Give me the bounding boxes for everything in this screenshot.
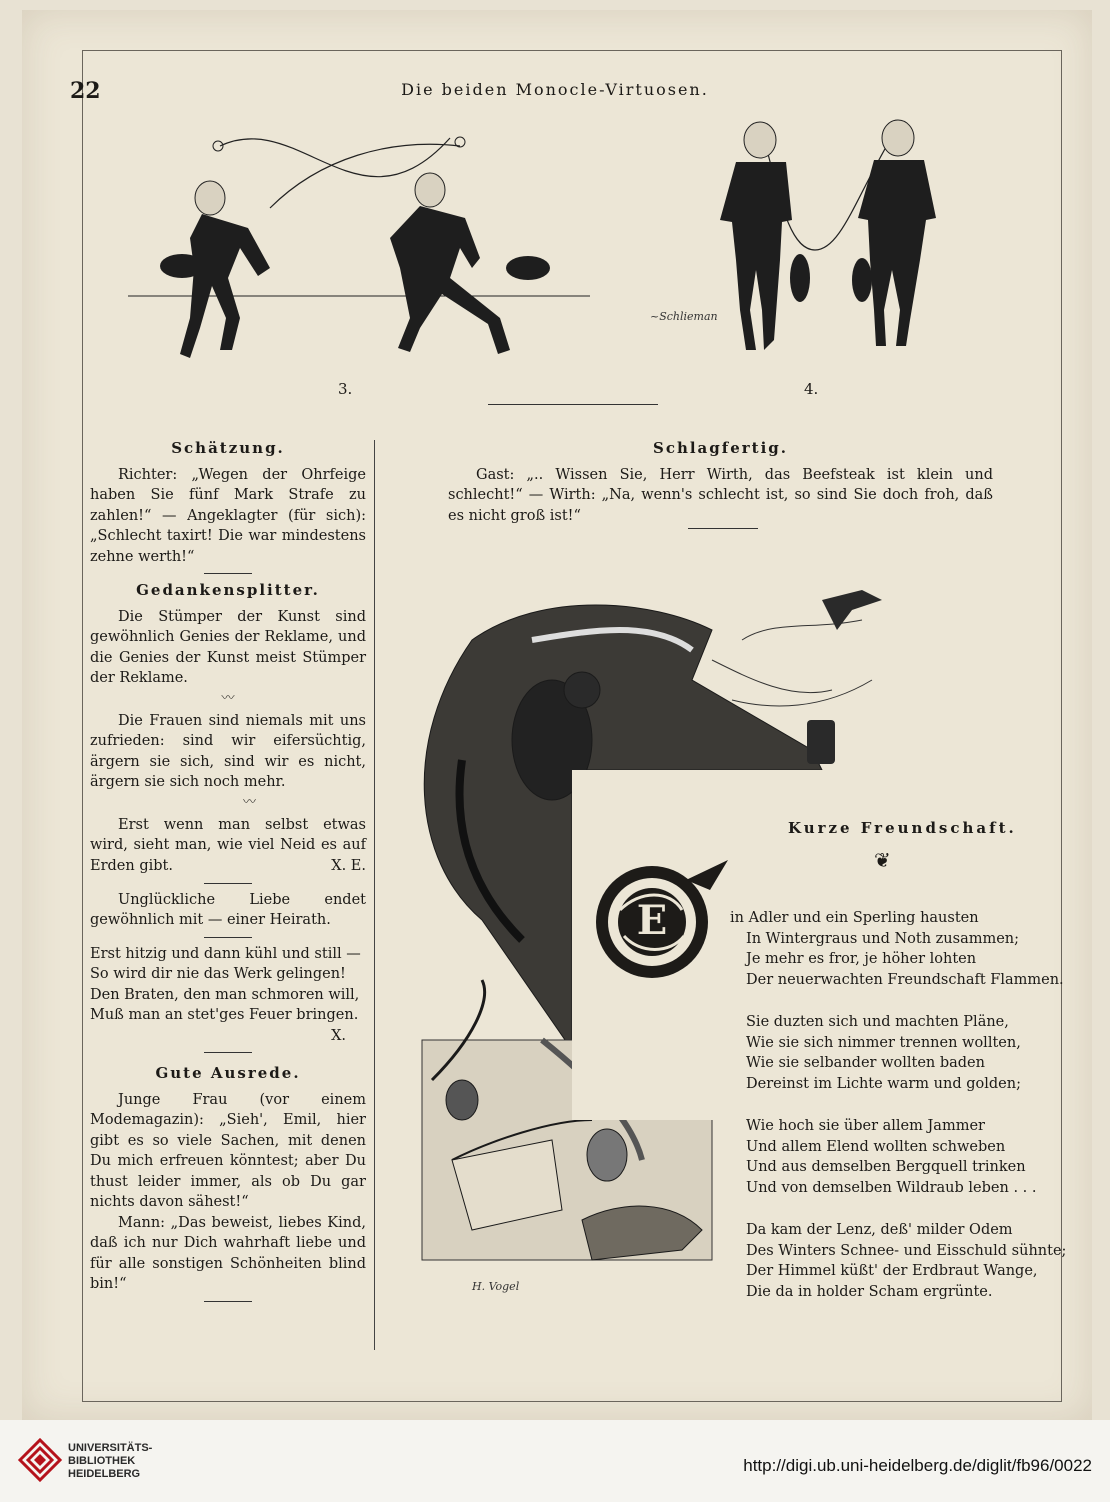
poem-line: Des Winters Schnee- und Eisschuld sühnte; [746,1242,1067,1259]
svg-text:~Schlieman: ~Schlieman [650,310,718,323]
section-divider [488,404,658,405]
poem-stanza-4 [730,1220,1067,1302]
aphorism-3: Erst wenn man selbst etwas wird, sieht man, wie viel Neid es auf Erden gibt. [90,816,366,874]
poem-line: in Adler und ein Sperling hausten [730,910,979,926]
poem-line: Und von demselben Wildraub leben . . . [746,1179,1037,1196]
ornamental-initial-e [590,850,730,990]
poem-line: Dereinst im Lichte warm und golden; [746,1075,1021,1092]
poem-line: Wie hoch sie über allem Jammer [746,1118,985,1134]
poem-line: Und aus demselben Bergquell trinken [746,1159,1026,1175]
aphorism-2: Die Frauen sind niemals mit uns zufrieden: sind wir eifersüchtig, ärgern sie sich, sind wir es nicht, ärgern sie sich noch mehr. [90,712,366,790]
page-number: 22 [70,78,101,104]
running-title: Die beiden Monocle-Virtuosen. [401,80,709,99]
text-gute-ausrede-2: Mann: „Das beweist, liebes Kind, daß ich nur Dich wahrhaft liebe und für alle sonstigen Schönheiten blind bin!“ [90,1214,366,1292]
poem-line: Und allem Elend wollten schweben [746,1138,1006,1155]
library-name-line: HEIDELBERG [68,1468,141,1480]
illustration-4 [640,110,980,370]
poem-line: Wie sie sich nimmer trennen wollten, [746,1034,1021,1051]
divider [204,1301,252,1302]
heading-gedankensplitter: Gedankensplitter. [136,581,320,599]
verse-line: So wird dir nie das Werk gelingen! [90,966,346,982]
swirl-ornament: 〰 [242,794,256,810]
footer-bar [0,1420,1110,1502]
text-schlagfertig: Gast: „.. Wissen Sie, Herr Wirth, das Beefsteak ist klein und schlecht!“ — Wirth: „Na, wenn's schlecht ist, so sind Sie doch froh, daß es nicht groß ist!“ [448,466,993,524]
aphorism-1: Die Stümper der Kunst sind gewöhnlich Genies der Reklame, und die Genies der Kunst meist Stümper der Reklame. [90,608,366,686]
divider [204,573,252,574]
poem-stanza-2 [730,1012,1030,1094]
section-divider [688,528,758,529]
initial-letter: E [636,897,668,944]
figure-3-label: 3. [338,380,353,398]
aphorism-3-signature: X. E. [331,858,366,874]
divider [204,937,252,938]
poem-line: Der neuerwachten Freundschaft Flammen. [746,971,1064,988]
column-separator [374,440,375,1350]
svg-text:H. Vogel: H. Vogel [472,1280,520,1293]
poem-title: Kurze Freundschaft. [788,819,1017,837]
verse-block [90,944,366,1026]
library-name-line: UNIVERSITÄTS- [68,1442,153,1454]
source-url-link[interactable]: http://digi.ub.uni-heidelberg.de/diglit/fb96/0022 [743,1456,1092,1475]
text-schaetzung: Richter: „Wegen der Ohrfeige haben Sie fünf Mark Strafe zu zahlen!“ — Angeklagter (für sich): „Schlecht taxirt! Die war mindestens zehne werth!“ [90,466,366,565]
verse-line: Muß man an stet'ges Feuer bringen. [90,1007,359,1023]
library-name [68,1442,152,1481]
verse-line: Den Braten, den man schmoren will, [90,986,360,1003]
poem-line: Die da in holder Scham ergrünte. [746,1283,993,1300]
poem-line: In Wintergraus und Noth zusammen; [746,930,1020,947]
right-column-top [448,438,993,526]
heading-gute-ausrede: Gute Ausrede. [155,1064,301,1082]
divider [204,883,252,884]
poem-line: Wie sie selbander wollten baden [746,1055,985,1071]
aphorism-4: Unglückliche Liebe endet gewöhnlich mit — einer Heirath. [90,891,366,928]
divider [204,1052,252,1053]
poem-stanza-3 [730,1116,1037,1198]
heading-schlagfertig: Schlagfertig. [652,439,788,457]
library-name-line: BIBLIOTHEK [68,1455,136,1467]
poem-line: Sie duzten sich und machten Pläne, [746,1014,1009,1030]
heading-schaetzung: Schätzung. [171,439,285,457]
poem-line: Da kam der Lenz, deß' milder Odem [746,1222,1013,1238]
poem-line: Der Himmel küßt' der Erdbraut Wange, [746,1263,1038,1279]
verse-line: Erst hitzig und dann kühl und still — [90,945,361,962]
figure-4-label: 4. [804,380,819,398]
swirl-ornament: 〰 [221,690,235,706]
verse-signature: X. [331,1027,346,1044]
text-gute-ausrede-1: Junge Frau (vor einem Modemagazin): „Sieh', Emil, hier gibt es so viele Sachen, mit denen Du mich erfreuen könntest; aber Du thust leider immer, als ob Du gar nichts davon sähest!“ [90,1091,366,1210]
poem-stanza-1 [730,908,1064,990]
poem-line: Je mehr es fror, je höher lohten [746,951,977,967]
left-column [90,438,366,1308]
library-logo-icon[interactable] [14,1432,66,1488]
illustration-3 [120,118,590,368]
title-ornament: ❦ [874,848,891,872]
poem-body [730,908,1067,1324]
